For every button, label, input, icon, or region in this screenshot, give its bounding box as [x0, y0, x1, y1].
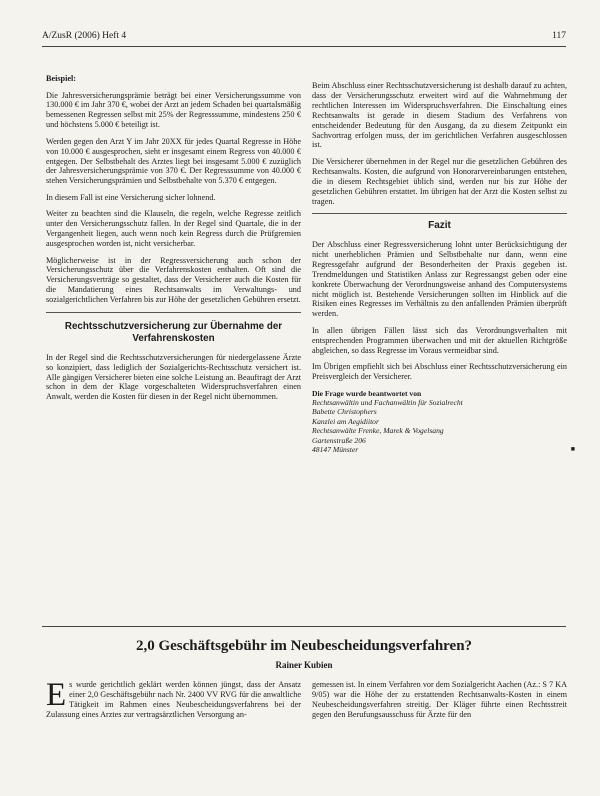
paragraph: In diesem Fall ist eine Versicherung sicher lohnend.: [46, 192, 216, 202]
paragraph: Möglicherweise ist in der Regressversicherung auch schon der Versicherungsschutz über die Verfahrenskosten enthalten. Oft sind die Versicherungsverträge so gestaltet, dass der Versicherer auch die Kosten für die Mandatierung eines Rechtsanwalts im Verwaltungs- und sozialgerichtlichen Verfahren bis zur Höhe der gesetzlichen Gebühren ersetzt.: [46, 255, 301, 305]
paragraph: Die Jahresversicherungsprämie beträgt bei einer Versicherungssumme von 130.000 € im Jahr 370 €, wobei der Arzt an jedem Schaden bei quartalsmäßig bemessenen Regressen selbst mit 25% der Regresssumme, mindestens 250 € und höchstens 5.000 € beteiligt ist.: [46, 90, 301, 130]
contact-city: 48147 Münster: [312, 444, 359, 454]
contact-name: Babette Christophers: [312, 407, 377, 417]
drop-cap: E: [46, 677, 67, 713]
contact-intro: Die Frage wurde beantwortet von: [312, 388, 422, 398]
paragraph: Beim Abschluss einer Rechtsschutzversicherung ist deshalb darauf zu achten, dass der Versicherungsschutz erweitert wird auf die Wahrnehmung der rechtlichen Interessen im Widerspruchsverfahren. Die Einschaltung eines Rechtsanwalts ist gerade in diesem Stadium des Verfahrens von entscheidender Bedeutung für den Ausgang, da zu diesem Zeitpunkt ein Sachvortrag erfolgen muss, der im gerichtlichen Verfahren ausgeschlossen ist.: [312, 81, 567, 150]
fazit-heading: Fazit: [312, 213, 567, 231]
section-heading-line-1: Rechtsschutzversicherung zur Übernahme der: [64, 320, 283, 332]
paragraph: Werden gegen den Arzt Y im Jahr 20XX für jedes Quartal Regresse in Höhe von 10.000 € ausgesprochen, sieht er insgesamt einem Regress von 40.000 € entgegen. Der Selbstbehalt des Arztes liegt bei insgesamt 5.000 € zuzüglich der Jahresversicherungsprämie von 370 €. Der Regresssumme von 40.000 € stehen Versicherungsprämien und Selbstbehalte von 5.370 € entgegen.: [46, 136, 301, 186]
paragraph: In allen übrigen Fällen lässt sich das Verordnungsverhalten mit entsprechenden Programmen überwachen und mit der aktuellen Richtgröße abgleichen, so dass Regresse im Voraus vermeidbar sind.: [312, 325, 567, 355]
contact-firm-prefix: Kanzlei am Aegidiitor: [312, 416, 379, 426]
paragraph: Im Übrigen empfiehlt sich bei Abschluss einer Rechtsschutzversicherung ein Preisvergleich der Versicherer.: [312, 362, 567, 382]
paragraph: Weiter zu beachten sind die Klauseln, die regeln, welche Regresse zeitlich unter den Versicherungsschutz fallen. In der Regel sind Quartale, die in der Vergangenheit liegen, auch wenn noch kein Regress durch die Prüfgremien ausgesprochen worden ist, nicht versicherbar.: [46, 209, 301, 249]
running-header: [42, 31, 566, 45]
article-separator: [42, 626, 566, 627]
contact-street: Gartenstraße 206: [312, 435, 366, 445]
article-right-text: gemessen ist. In einem Verfahren vor dem Sozialgericht Aachen (Az.: S 7 KA 9/05) war die Höhe der zu erstattenden Rechtsanwalts-Kosten in einem Neubescheidungsverfahren streitig. Der Kläger führte einen Rechtsstreit gegen den Berufungsausschuss für Ärzte für den: [312, 680, 567, 719]
contact-role: Rechtsanwältin und Fachanwältin für Sozialrecht: [312, 397, 463, 407]
article-left-column: [46, 677, 301, 720]
article-left-text: s wurde gerichtlich geklärt werden können jüngst, dass der Ansatz einer 2,0 Geschäftsgebühr nach Nr. 2400 VV RVG für die anwaltliche Tätigkeit im Rahmen eines Neubescheidungsverfahrens bei der Zulassung eines Arztes zur vertragsärztlichen Versorgung an-: [46, 680, 301, 719]
contact-block: [312, 388, 575, 455]
example-heading: Beispiel:: [46, 74, 77, 83]
article-author: Rainer Kubien: [275, 660, 333, 670]
page-number: 117: [552, 31, 566, 41]
section-heading: [46, 312, 301, 345]
right-column: [312, 81, 575, 454]
paragraph: Die Versicherer übernehmen in der Regel nur die gesetzlichen Gebühren des Rechtsanwalts. Kosten, die aufgrund von Honorarvereinbarungen entstehen, die in diesem Rechtsgebiet üblich sind, werden nur bis zur Höhe der gesetzlichen Gebühren erstattet. Im übrigen hat der Arzt die Kosten selbst zu tragen.: [312, 156, 567, 206]
section-heading-line-2: Verfahrenskosten: [132, 332, 215, 344]
contact-firm: Rechtsanwälte Frenke, Marek & Vogelsang: [312, 426, 444, 436]
journal-name: A/ZusR (2006) Heft 4: [42, 31, 127, 41]
article-title: 2,0 Geschäftsgebühr im Neubescheidungsverfahren?: [135, 638, 473, 654]
header-rule: [42, 46, 566, 47]
article-right-column: [312, 680, 567, 720]
paragraph: In der Regel sind die Rechtsschutzversicherungen für niedergelassene Ärzte so konzipiert, dass lediglich der Sozialgerichts-Rechtsschutz versichert ist. Alle gängigen Versicherer bieten eine solche Leistung an. Beauftragt der Arzt schon in dem der Klage vorgeschalteten Widerspruchsverfahren einen Anwalt, werden die Kosten für diesen in der Regel nicht übernommen.: [46, 352, 301, 402]
end-mark: ■: [570, 444, 575, 453]
paragraph: Der Abschluss einer Regressversicherung lohnt unter Berücksichtigung der nicht unerheblichen Prämien und Selbstbehalte nur dann, wenn eine Regressgefahr aufgrund der Besonderheiten der Praxis gegeben ist. Trendmeldungen und Statistiken Anlass zur Regressangst geben oder eine konkrete Überwachung der Verordnungsweise anhand des Computersystems nicht möglich ist. Bestehende Versicherungen sollten im Hinblick auf die Risiken eines Regresses im Verhältnis zu den anfallenden Prämien überprüft werden.: [312, 239, 567, 319]
left-column: [46, 74, 301, 409]
